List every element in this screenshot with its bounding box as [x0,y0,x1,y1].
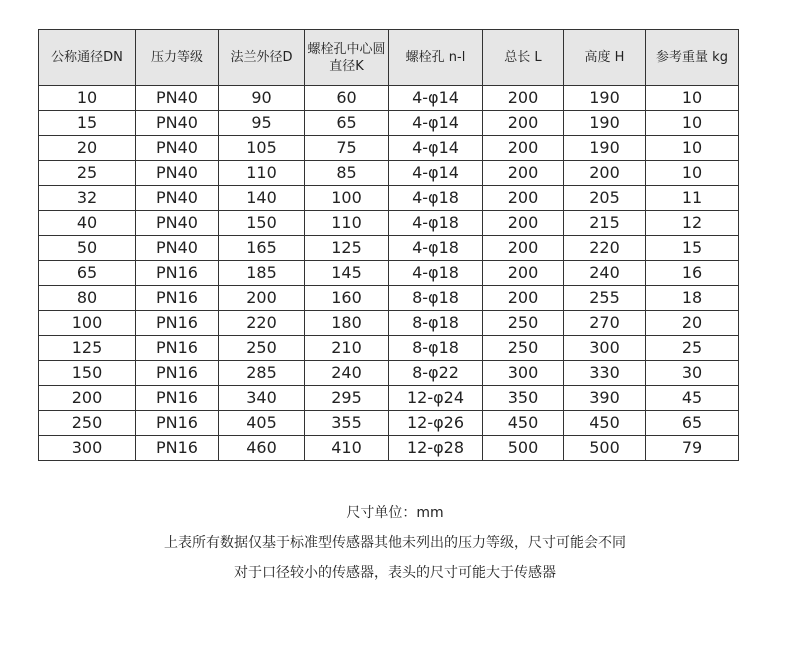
cell-pressure-rating: PN16 [136,311,219,336]
cell-bolt-circle-diameter: 85 [305,161,389,186]
cell-nominal-diameter: 32 [39,186,136,211]
cell-total-length: 250 [483,336,564,361]
table-row [39,161,739,186]
cell-nominal-diameter: 250 [39,411,136,436]
cell-pressure-rating: PN16 [136,261,219,286]
cell-bolt-holes: 4-φ18 [389,186,483,211]
cell-height: 190 [564,86,646,111]
cell-bolt-holes: 12-φ26 [389,411,483,436]
cell-bolt-holes: 8-φ18 [389,336,483,361]
cell-bolt-holes: 4-φ14 [389,111,483,136]
cell-pressure-rating: PN16 [136,386,219,411]
cell-height: 255 [564,286,646,311]
cell-bolt-holes: 12-φ28 [389,436,483,461]
table-row [39,361,739,386]
cell-reference-weight: 20 [646,311,739,336]
cell-nominal-diameter: 50 [39,236,136,261]
cell-nominal-diameter: 20 [39,136,136,161]
cell-flange-outer-diameter: 405 [219,411,305,436]
cell-reference-weight: 16 [646,261,739,286]
cell-bolt-holes: 8-φ18 [389,311,483,336]
cell-bolt-holes: 12-φ24 [389,386,483,411]
cell-nominal-diameter: 150 [39,361,136,386]
header-reference-weight: 参考重量 kg [646,30,739,86]
table-row [39,411,739,436]
table-row [39,286,739,311]
cell-total-length: 250 [483,311,564,336]
cell-flange-outer-diameter: 220 [219,311,305,336]
cell-pressure-rating: PN16 [136,411,219,436]
header-bolt-circle-diameter: 螺栓孔中心圆直径K [305,30,389,86]
cell-bolt-circle-diameter: 180 [305,311,389,336]
cell-bolt-holes: 4-φ14 [389,86,483,111]
table-row [39,111,739,136]
cell-pressure-rating: PN16 [136,336,219,361]
cell-nominal-diameter: 125 [39,336,136,361]
cell-bolt-circle-diameter: 210 [305,336,389,361]
cell-nominal-diameter: 15 [39,111,136,136]
cell-pressure-rating: PN40 [136,136,219,161]
cell-height: 270 [564,311,646,336]
table-row [39,186,739,211]
cell-reference-weight: 12 [646,211,739,236]
cell-nominal-diameter: 10 [39,86,136,111]
cell-height: 330 [564,361,646,386]
cell-pressure-rating: PN40 [136,236,219,261]
cell-height: 190 [564,136,646,161]
cell-nominal-diameter: 40 [39,211,136,236]
cell-total-length: 200 [483,261,564,286]
cell-flange-outer-diameter: 165 [219,236,305,261]
cell-flange-outer-diameter: 105 [219,136,305,161]
cell-flange-outer-diameter: 110 [219,161,305,186]
cell-reference-weight: 30 [646,361,739,386]
cell-bolt-holes: 4-φ14 [389,136,483,161]
cell-flange-outer-diameter: 460 [219,436,305,461]
cell-flange-outer-diameter: 340 [219,386,305,411]
cell-pressure-rating: PN16 [136,436,219,461]
cell-height: 240 [564,261,646,286]
header-bolt-holes: 螺栓孔 n-l [389,30,483,86]
cell-pressure-rating: PN16 [136,361,219,386]
cell-bolt-holes: 4-φ14 [389,161,483,186]
cell-reference-weight: 65 [646,411,739,436]
cell-total-length: 200 [483,211,564,236]
cell-height: 390 [564,386,646,411]
header-height: 高度 H [564,30,646,86]
cell-bolt-circle-diameter: 100 [305,186,389,211]
cell-bolt-circle-diameter: 410 [305,436,389,461]
table-row [39,236,739,261]
cell-height: 190 [564,111,646,136]
cell-total-length: 200 [483,111,564,136]
cell-total-length: 200 [483,186,564,211]
cell-pressure-rating: PN40 [136,211,219,236]
cell-nominal-diameter: 200 [39,386,136,411]
table-row [39,86,739,111]
cell-flange-outer-diameter: 150 [219,211,305,236]
cell-flange-outer-diameter: 90 [219,86,305,111]
cell-bolt-holes: 4-φ18 [389,211,483,236]
cell-reference-weight: 79 [646,436,739,461]
cell-reference-weight: 10 [646,111,739,136]
header-flange-outer-diameter: 法兰外径D [219,30,305,86]
cell-nominal-diameter: 100 [39,311,136,336]
cell-height: 200 [564,161,646,186]
unit-note: 尺寸单位：mm [346,505,444,521]
header-total-length: 总长 L [483,30,564,86]
cell-bolt-circle-diameter: 295 [305,386,389,411]
cell-total-length: 200 [483,236,564,261]
table-row [39,311,739,336]
cell-reference-weight: 10 [646,136,739,161]
cell-reference-weight: 11 [646,186,739,211]
cell-height: 450 [564,411,646,436]
cell-pressure-rating: PN40 [136,161,219,186]
cell-nominal-diameter: 80 [39,286,136,311]
cell-bolt-circle-diameter: 145 [305,261,389,286]
cell-flange-outer-diameter: 95 [219,111,305,136]
cell-height: 215 [564,211,646,236]
cell-bolt-holes: 8-φ22 [389,361,483,386]
table-row [39,211,739,236]
cell-flange-outer-diameter: 200 [219,286,305,311]
cell-flange-outer-diameter: 185 [219,261,305,286]
table-row [39,336,739,361]
disclaimer-line-2: 对于口径较小的传感器，表头的尺寸可能大于传感器 [234,565,556,581]
cell-bolt-holes: 4-φ18 [389,236,483,261]
disclaimer-line-1: 上表所有数据仅基于标准型传感器其他未列出的压力等级，尺寸可能会不同 [164,535,626,551]
table-body [39,86,739,461]
cell-reference-weight: 10 [646,86,739,111]
cell-total-length: 200 [483,86,564,111]
cell-height: 300 [564,336,646,361]
cell-flange-outer-diameter: 285 [219,361,305,386]
cell-total-length: 450 [483,411,564,436]
cell-total-length: 200 [483,286,564,311]
cell-height: 500 [564,436,646,461]
dimension-table [38,29,739,461]
table-header-row [39,30,739,86]
cell-bolt-circle-diameter: 125 [305,236,389,261]
cell-reference-weight: 15 [646,236,739,261]
cell-nominal-diameter: 300 [39,436,136,461]
cell-height: 220 [564,236,646,261]
cell-bolt-circle-diameter: 110 [305,211,389,236]
cell-bolt-circle-diameter: 65 [305,111,389,136]
table-row [39,136,739,161]
cell-total-length: 200 [483,161,564,186]
cell-height: 205 [564,186,646,211]
cell-bolt-circle-diameter: 160 [305,286,389,311]
cell-total-length: 300 [483,361,564,386]
cell-pressure-rating: PN16 [136,286,219,311]
cell-reference-weight: 10 [646,161,739,186]
table-row [39,386,739,411]
cell-reference-weight: 45 [646,386,739,411]
header-nominal-diameter: 公称通径DN [39,30,136,86]
cell-reference-weight: 18 [646,286,739,311]
cell-pressure-rating: PN40 [136,86,219,111]
cell-reference-weight: 25 [646,336,739,361]
cell-bolt-holes: 8-φ18 [389,286,483,311]
table-row [39,261,739,286]
header-pressure-rating: 压力等级 [136,30,219,86]
cell-pressure-rating: PN40 [136,111,219,136]
cell-nominal-diameter: 25 [39,161,136,186]
cell-flange-outer-diameter: 140 [219,186,305,211]
cell-total-length: 500 [483,436,564,461]
cell-bolt-circle-diameter: 355 [305,411,389,436]
cell-bolt-circle-diameter: 60 [305,86,389,111]
notes-section [0,498,790,588]
cell-nominal-diameter: 65 [39,261,136,286]
cell-bolt-holes: 4-φ18 [389,261,483,286]
cell-bolt-circle-diameter: 240 [305,361,389,386]
cell-flange-outer-diameter: 250 [219,336,305,361]
cell-bolt-circle-diameter: 75 [305,136,389,161]
table-row [39,436,739,461]
cell-total-length: 200 [483,136,564,161]
cell-total-length: 350 [483,386,564,411]
cell-pressure-rating: PN40 [136,186,219,211]
